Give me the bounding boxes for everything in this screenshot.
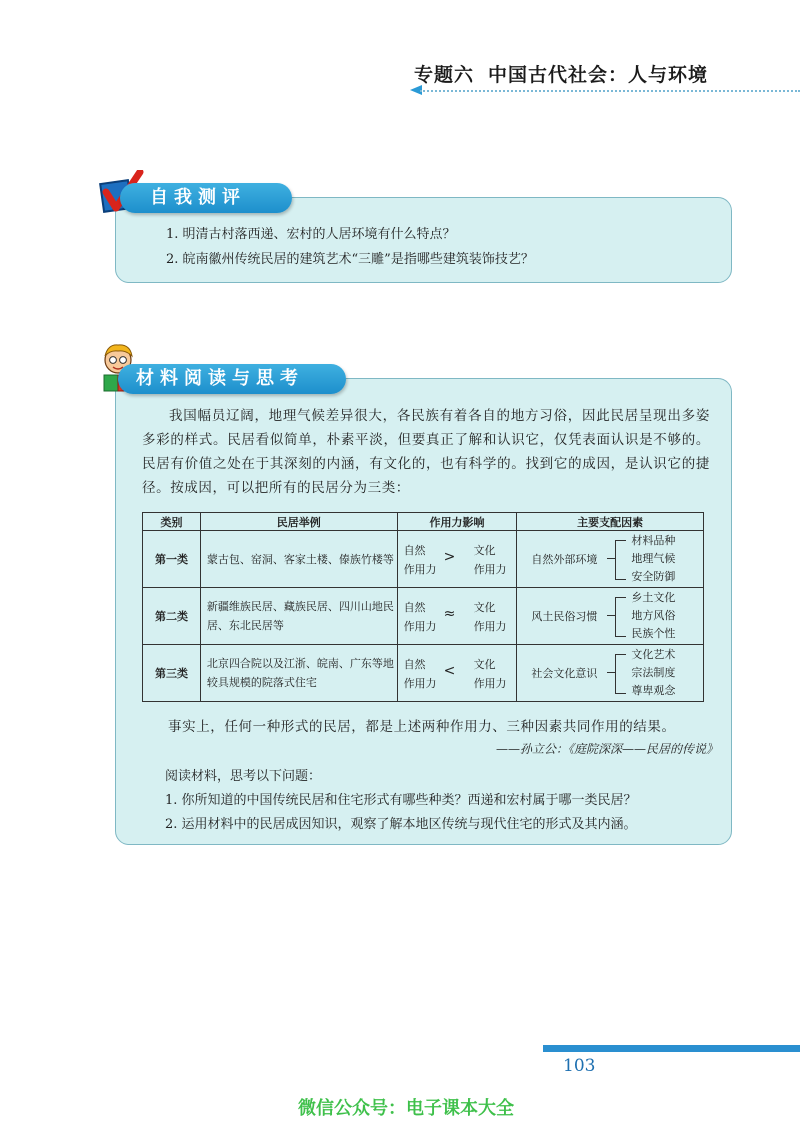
self-test-question-2: 2. 皖南徽州传统民居的建筑艺术“三雕”是指哪些建筑装饰技艺？ [166, 252, 534, 267]
row-force [397, 645, 517, 702]
chapter-number: 专题六 [414, 64, 475, 86]
source-citation: ——孙立公：《庭院深深——民居的传说》 [496, 742, 719, 756]
self-test-label: 自我测评 [120, 183, 292, 213]
table-row [143, 531, 704, 588]
main-factor: 社会文化意识 [531, 667, 598, 680]
row-category: 第二类 [143, 588, 201, 645]
header-factor: 主要支配因素 [517, 513, 704, 531]
table-row [143, 645, 704, 702]
bracket-connector [607, 672, 615, 673]
table-header-row [143, 513, 704, 531]
header-force: 作用力影响 [397, 513, 517, 531]
sub-factors: 文化艺术 宗法制度 尊卑观念 [631, 648, 676, 697]
dwelling-table [142, 512, 704, 702]
bracket [615, 597, 626, 637]
row-factor [517, 645, 704, 702]
cultural-force: 文化 作用力 [473, 658, 507, 690]
row-category: 第一类 [143, 531, 201, 588]
conclusion-text: 事实上，任何一种形式的民居，都是上述两种作用力、三种因素共同作用的结果。 [168, 719, 676, 735]
row-factor [517, 588, 704, 645]
bracket [615, 540, 626, 580]
page-number: 103 [563, 1056, 596, 1076]
reading-question-2: 2. 运用材料中的民居成因知识，观察了解本地区传统与现代住宅的形式及其内涵。 [165, 817, 637, 832]
reading-question-1: 1. 你所知道的中国传统民居和住宅形式有哪些种类？西递和宏村属于哪一类民居？ [165, 793, 637, 808]
bracket-connector [607, 558, 615, 559]
table-row [143, 588, 704, 645]
main-factor: 自然外部环境 [531, 553, 598, 566]
force-operator: > [443, 549, 456, 565]
row-force [397, 531, 517, 588]
sub-factors: 乡土文化 地方风俗 民族个性 [631, 591, 676, 640]
cultural-force: 文化 作用力 [473, 601, 507, 633]
natural-force: 自然 作用力 [403, 658, 437, 690]
row-examples: 北京四合院以及江浙、皖南、广东等地较具规模的院落式住宅 [200, 645, 397, 702]
row-examples: 新疆维族民居、藏族民居、四川山地民居、东北民居等 [200, 588, 397, 645]
bracket [615, 654, 626, 694]
reading-paragraph: 我国幅员辽阔，地理气候差异很大，各民族有着各自的地方习俗，因此民居呈现出多姿多彩的样式。民居看似简单，朴素平淡，但要真正了解和认识它，仅凭表面认识是不够的。民居有价值之处在于其深刻的内涵，有文化的，也有科学的。找到它的成因，是认识它的捷径。按成因，可以把所有的民居分为三类： [142, 408, 710, 496]
sub-factors: 材料品种 地理气候 安全防御 [631, 534, 676, 583]
bracket-connector [607, 615, 615, 616]
main-factor: 风土民俗习惯 [531, 610, 598, 623]
self-test-question-1: 1. 明清古村落西递、宏村的人居环境有什么特点？ [166, 227, 456, 242]
row-examples: 蒙古包、窑洞、客家土楼、傣族竹楼等 [200, 531, 397, 588]
reading-prompt: 阅读材料，思考以下问题： [165, 769, 322, 784]
chapter-title [414, 60, 714, 86]
header-divider [420, 90, 800, 96]
header-examples: 民居举例 [200, 513, 397, 531]
cultural-force: 文化 作用力 [473, 544, 507, 576]
row-force [397, 588, 517, 645]
chapter-name: 中国古代社会：人与环境 [488, 64, 709, 86]
force-operator: ≈ [443, 606, 456, 622]
force-operator: < [443, 663, 456, 679]
reading-label: 材料阅读与思考 [118, 364, 346, 394]
header-category: 类别 [143, 513, 201, 531]
footer-bar [543, 1045, 800, 1052]
row-factor [517, 531, 704, 588]
watermark: 微信公众号：电子课本大全 [298, 1098, 514, 1119]
natural-force: 自然 作用力 [403, 544, 437, 576]
row-category: 第三类 [143, 645, 201, 702]
natural-force: 自然 作用力 [403, 601, 437, 633]
